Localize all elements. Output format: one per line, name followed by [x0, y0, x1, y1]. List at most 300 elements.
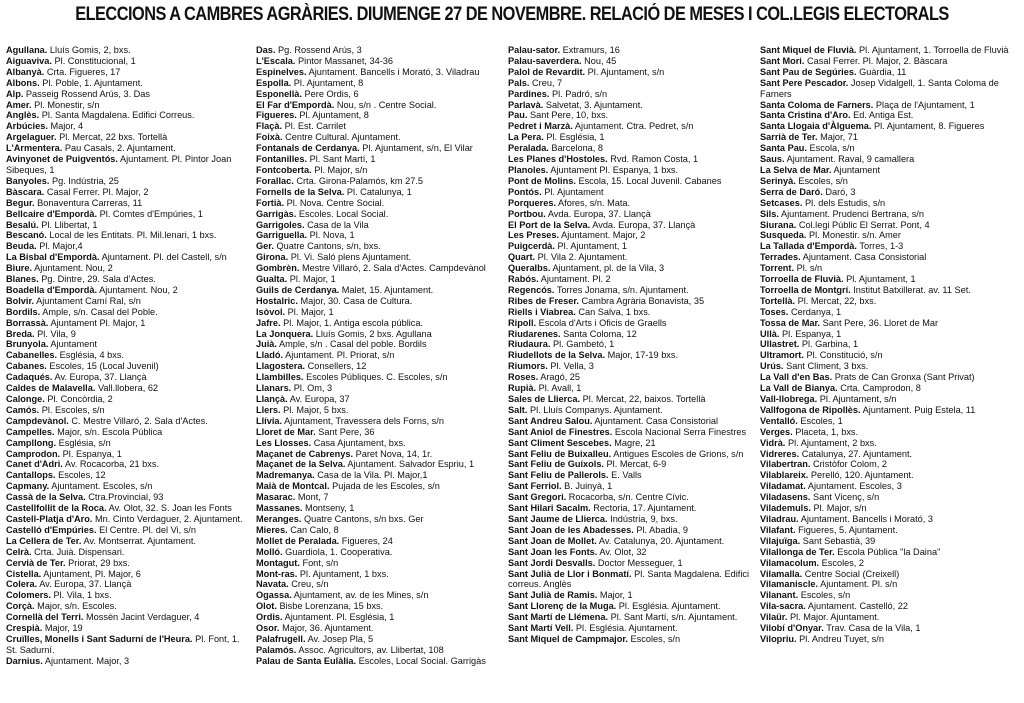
municipality-name: El Far d'Empordà. — [256, 99, 335, 110]
municipality-name: Sant Climent Sescebes. — [508, 437, 612, 448]
municipality-name: Maçanet de la Selva. — [256, 459, 346, 470]
municipality-name: Viladrau. — [760, 513, 799, 524]
polling-station-address: Pl. Gambetó, 1 — [552, 339, 615, 350]
polling-station-address: Pau Casals, 2. Ajuntament. — [64, 143, 176, 154]
listing-entry — [6, 558, 248, 569]
listing-entry — [6, 394, 248, 405]
polling-station-address: Pl. Constitució, s/n — [806, 350, 883, 361]
polling-station-address: Major, 71 — [820, 132, 858, 143]
listing-entry — [256, 656, 504, 667]
municipality-name: Juià. — [256, 339, 277, 350]
polling-station-address: Crta. Girona-Palamós, km 27.5 — [296, 175, 423, 186]
municipality-name: Cistella. — [6, 568, 42, 579]
polling-station-address: Escoles, 15 (Local Juvenil) — [49, 361, 159, 372]
polling-station-address: Institut Batxillerat. av. 11 Set. — [853, 284, 971, 295]
listing-entry — [760, 78, 1020, 100]
polling-station-address: Av. Rocacorba, 21 bxs. — [64, 459, 159, 470]
polling-station-address: Ajuntament. Raval, 9 camallera — [786, 154, 915, 165]
polling-station-address: Avda. Europa, 37. Llançà — [592, 219, 696, 230]
municipality-name: Albons. — [6, 77, 40, 88]
listing-entry — [256, 78, 504, 89]
municipality-name: Torroella de Fluvià. — [760, 274, 844, 285]
polling-station-address: Ajuntament Pl. Espanya, 1 bxs. — [550, 164, 679, 175]
municipality-name: Cabanes. — [6, 361, 47, 372]
listing-entry — [256, 121, 504, 132]
municipality-name: Puigcerdà. — [508, 241, 555, 252]
municipality-name: Vilanant. — [760, 590, 799, 601]
listing-entry — [6, 405, 248, 416]
municipality-name: Cantallops. — [6, 470, 56, 481]
listing-entry — [256, 230, 504, 241]
listing-entry — [256, 547, 504, 558]
municipality-name: Riudellots de la Selva. — [508, 350, 606, 361]
municipality-name: Planoles. — [508, 164, 549, 175]
polling-station-address: E. Valls — [611, 470, 642, 481]
municipality-name: Fornells de la Selva. — [256, 186, 345, 197]
municipality-name: Besalú. — [6, 219, 39, 230]
listing-entry — [256, 263, 504, 274]
polling-station-address: Pl. Mercat, 6-9 — [606, 459, 667, 470]
page-title: ELECCIONS A CAMBRES AGRÀRIES. DIUMENGE 27 DE NOVEMBRE. RELACIÓ DE MESES I COL.LEGIS ELECTORALS — [75, 4, 949, 25]
polling-station-address: Escoles, Local Social. Garrigàs — [358, 655, 486, 666]
listing-entry — [760, 67, 1020, 78]
listing-entry — [6, 536, 248, 547]
municipality-name: Camprodon. — [6, 448, 61, 459]
listing-entry — [6, 416, 248, 427]
polling-station-address: Crta. Camprodon, 8 — [840, 383, 921, 394]
polling-station-address: Av. Olot, 32. S. Joan les Fonts — [108, 503, 232, 514]
municipality-name: Colomers. — [6, 590, 51, 601]
column-1 — [6, 45, 248, 700]
municipality-name: Lladó. — [256, 350, 284, 361]
municipality-name: Sant Mori. — [760, 55, 805, 66]
polling-station-address: Ajuntament. Casa Consistorial — [594, 415, 719, 426]
polling-station-address: Ajuntament. Castelló, 22 — [807, 601, 908, 612]
polling-station-address: Doctor Messeguer, 1 — [597, 557, 683, 568]
polling-station-address: Guardiola, 1. Cooperativa. — [285, 546, 393, 557]
polling-station-address: Pl. Font, 1. St. Sadurní. — [6, 633, 240, 655]
listing-entry — [508, 285, 756, 296]
municipality-name: Sant Martí de Llémena. — [508, 612, 609, 623]
polling-station-address: Assoc. Agricultors, av. Llibertat, 108 — [298, 644, 444, 655]
municipality-name: La Vall d'en Bas. — [760, 372, 833, 383]
municipality-name: Vidrà. — [760, 437, 786, 448]
municipality-name: Argelaguer. — [6, 132, 57, 143]
polling-station-address: Ajuntament — [50, 339, 97, 350]
listing-entry — [508, 514, 756, 525]
polling-station-address: Rectoria, 17. Ajuntament. — [593, 503, 697, 514]
polling-station-address: Major, s/n. Escola Pública — [57, 426, 163, 437]
polling-station-address: Figueres, 24 — [341, 535, 393, 546]
polling-station-address: Escola Pública "la Daina" — [837, 546, 941, 557]
listing-entry — [508, 416, 756, 427]
listing-entry — [256, 612, 504, 623]
municipality-name: Ribes de Freser. — [508, 295, 579, 306]
listing-entry — [508, 612, 756, 623]
municipality-name: Ordis. — [256, 612, 283, 623]
polling-station-address: Centre Cultural. Ajuntament. — [285, 132, 401, 143]
listing-entry — [508, 372, 756, 383]
polling-station-address: Pl. Mercat, 22, baixos. Tortellà — [582, 394, 706, 404]
polling-station-address: Pl. Vila, 9 — [37, 328, 76, 339]
polling-station-address: Pl. Santa Magdalena. Edifici correus. Anglès — [508, 568, 750, 590]
municipality-name: Sant Llorenç de la Muga. — [508, 601, 617, 612]
municipality-name: Vallfogona de Ripollès. — [760, 404, 861, 415]
listing-entry — [760, 623, 1020, 634]
polling-station-address: Av. Montserrat. Ajuntament. — [83, 535, 196, 546]
municipality-name: Capmany. — [6, 481, 50, 492]
listing-entry — [256, 45, 504, 56]
municipality-name: Palol de Revardit. — [508, 66, 586, 77]
listing-entry — [760, 143, 1020, 154]
listing-entry — [6, 579, 248, 590]
listing-entry — [508, 383, 756, 394]
municipality-name: Viladasens. — [760, 492, 811, 503]
listing-entry — [256, 536, 504, 547]
polling-station-address: Escoles, 1 — [800, 415, 843, 426]
listing-entry — [508, 154, 756, 165]
municipality-name: Rabós. — [508, 274, 539, 285]
municipality-name: Vila-sacra. — [760, 601, 806, 612]
municipality-name: Llançà. — [256, 394, 288, 404]
polling-station-address: Ajuntament. Casa Consistorial — [802, 252, 927, 263]
municipality-name: Viladamat. — [760, 481, 806, 492]
polling-station-address: Av. Catalunya, 20. Ajuntament. — [598, 535, 725, 546]
listing-entry — [508, 165, 756, 176]
listing-entry — [256, 394, 504, 405]
polling-station-address: Aragó, 25 — [540, 372, 581, 383]
municipality-name: Garrigàs. — [256, 208, 297, 219]
listing-entry — [760, 590, 1020, 601]
polling-station-address: Pl. Ajuntament, 8 — [293, 77, 364, 88]
listing-entry — [256, 569, 504, 580]
listing-entry — [760, 110, 1020, 121]
polling-station-address: Pl. Major, 5 bxs. — [283, 404, 349, 415]
listing-entry — [760, 176, 1020, 187]
municipality-name: Calonge. — [6, 394, 45, 404]
polling-station-address: Pl. Sant Martí, 1 — [309, 154, 376, 165]
polling-station-address: Major, 4 — [50, 121, 84, 132]
polling-station-address: Pl. Ajuntament, 1 — [557, 241, 628, 252]
municipality-name: Pardines. — [508, 88, 550, 99]
listing-entry — [256, 329, 504, 340]
polling-station-address: Ajuntament. Salvador Espriu, 1 — [347, 459, 475, 470]
listing-entry — [508, 296, 756, 307]
polling-station-address: Pg. Rossend Arús, 3 — [277, 45, 362, 55]
municipality-name: Boadella d'Empordà. — [6, 284, 98, 295]
municipality-name: Sant Joan les Fonts. — [508, 546, 598, 557]
listing-entry — [760, 459, 1020, 470]
listing-entry — [6, 110, 248, 121]
listing-entry — [6, 569, 248, 580]
listing-entry — [760, 329, 1020, 340]
listing-entry — [760, 121, 1020, 132]
municipality-name: Breda. — [6, 328, 35, 339]
listing-entry — [760, 394, 1020, 405]
municipality-name: La Pera. — [508, 132, 544, 143]
polling-station-address: Placeta, 1, bxs. — [795, 426, 859, 437]
listing-entry — [760, 220, 1020, 231]
municipality-name: Pau. — [508, 110, 528, 121]
municipality-name: Vilamacolum. — [760, 557, 820, 568]
municipality-name: Caldes de Malavella. — [6, 383, 96, 394]
listing-entry — [508, 547, 756, 558]
municipality-name: Vilabertran. — [760, 459, 811, 470]
municipality-name: Fortià. — [256, 197, 285, 208]
listing-entry — [256, 492, 504, 503]
polling-station-address: Pl. Abadia, 9 — [636, 524, 688, 535]
listing-entry — [6, 187, 248, 198]
listing-entry — [6, 514, 248, 525]
polling-station-address: Barcelona, 8 — [551, 143, 604, 154]
municipality-name: Llívia. — [256, 415, 283, 426]
polling-station-address: Escoles, s/n — [798, 175, 848, 186]
municipality-name: La Bisbal d'Empordà. — [6, 252, 100, 263]
polling-station-address: Ajuntament, Travessera dels Forns, s/n — [284, 415, 444, 426]
municipality-name: Biure. — [6, 263, 33, 274]
municipality-name: Sant Jaume de Llierca. — [508, 513, 608, 524]
listing-entry — [256, 56, 504, 67]
polling-station-address: Pl. Nova. Centre Social. — [286, 197, 385, 208]
polling-station-address: Montseny, 1 — [305, 503, 355, 514]
municipality-name: Gombrèn. — [256, 263, 300, 274]
polling-station-address: Nou, 45 — [584, 55, 617, 66]
listing-entry — [6, 78, 248, 89]
municipality-name: Sant Gregori. — [508, 492, 567, 503]
polling-station-address: Av. Europa, 37. Llançà — [54, 372, 147, 383]
listing-entry — [256, 209, 504, 220]
municipality-name: Palau-saverdera. — [508, 55, 582, 66]
polling-station-address: Pl. Llibertat, 1 — [41, 219, 98, 230]
polling-station-address: Mn. Cinto Verdaguer, 2. Ajuntament. — [95, 513, 243, 524]
listing-entry — [6, 45, 248, 56]
polling-station-address: Salvetat, 3. Ajuntament. — [545, 99, 643, 110]
polling-station-address: Sant Climent, 3 bxs. — [786, 361, 869, 372]
municipality-name: Portbou. — [508, 208, 546, 219]
polling-station-address: Av. Europa, 37 — [289, 394, 350, 404]
polling-station-address: Rocacorba, s/n. Centre Cívic. — [568, 492, 689, 503]
listing-entry — [760, 165, 1020, 176]
municipality-name: Campelles. — [6, 426, 55, 437]
listing-entry — [508, 525, 756, 536]
polling-station-address: Escoles, 12 — [58, 470, 106, 481]
polling-station-address: Ajuntament Pl. Major, 1 — [50, 317, 146, 328]
listing-entry — [256, 590, 504, 601]
polling-station-address: Mestre Villaró, 2. Sala d'Actes. Campdevànol — [301, 263, 486, 274]
polling-station-address: Cambra Agrària Bonavista, 35 — [581, 295, 705, 306]
polling-station-address: Escola d'Arts i Oficis de Graells — [538, 317, 667, 328]
municipality-name: Riells i Viabrea. — [508, 306, 576, 317]
listing-entry — [6, 427, 248, 438]
municipality-name: Sant Feliu de Pallerols. — [508, 470, 609, 481]
listing-entry — [760, 252, 1020, 263]
listing-entry — [508, 67, 756, 78]
listing-entry — [256, 481, 504, 492]
municipality-name: Torrent. — [760, 263, 795, 274]
listing-entry — [6, 285, 248, 296]
municipality-name: Hostalric. — [256, 295, 298, 306]
municipality-name: Campdevànol. — [6, 415, 69, 426]
listing-entry — [6, 372, 248, 383]
polling-station-address: Cerdanya, 1 — [791, 306, 842, 317]
listing-entry — [6, 132, 248, 143]
municipality-name: Vilopriu. — [760, 633, 797, 644]
municipality-name: Fontanilles. — [256, 154, 308, 165]
polling-station-address: Perelló, 120. Ajuntament. — [810, 470, 914, 481]
municipality-name: Riudaura. — [508, 339, 551, 350]
municipality-name: Ger. — [256, 241, 274, 252]
polling-station-address: Pl. Om, 3 — [293, 383, 333, 394]
municipality-name: Bescanó. — [6, 230, 47, 241]
listing-entry — [760, 503, 1020, 514]
polling-station-address: Major, 1 — [599, 590, 633, 601]
polling-station-address: Pl. Major,4 — [39, 241, 83, 252]
polling-station-address: Major, 17-19 bxs. — [607, 350, 679, 361]
municipality-name: Serra de Daró. — [760, 186, 823, 197]
municipality-name: Olot. — [256, 601, 277, 612]
municipality-name: Regencós. — [508, 284, 555, 295]
listing-entry — [6, 503, 248, 514]
polling-station-address: Pl. Mercat, 22 bxs. Tortellà — [59, 132, 168, 143]
municipality-name: Salt. — [508, 404, 528, 415]
polling-station-address: Ajuntament. Nou, 2 — [99, 284, 178, 295]
listing-entry — [256, 383, 504, 394]
municipality-name: Riumors. — [508, 361, 548, 372]
municipality-name: Sales de Llierca. — [508, 394, 581, 404]
municipality-name: Vilamaniscle. — [760, 579, 819, 590]
polling-station-address: Pintor Massanet, 34-36 — [298, 55, 394, 66]
municipality-name: Masarac. — [256, 492, 296, 503]
municipality-name: Aiguaviva. — [6, 55, 52, 66]
listing-entry — [256, 601, 504, 612]
polling-station-address: Pl. Escoles, s/n — [41, 404, 105, 415]
municipality-name: Esponellà. — [256, 88, 302, 99]
municipality-name: Campllong. — [6, 437, 57, 448]
polling-station-address: Pl. Espanya, 1 — [62, 448, 122, 459]
polling-station-address: Ajuntament. Bancells i Morató, 3 — [800, 513, 933, 524]
polling-station-address: Mont, 7 — [297, 492, 329, 503]
municipality-name: Llagostera. — [256, 361, 306, 372]
polling-station-address: Pl. s/n — [796, 263, 823, 274]
listing-entry — [256, 132, 504, 143]
listing-entry — [508, 569, 756, 591]
polling-station-address: Local de les Entitats. Pl. Mil.lenari, 1 bxs. — [49, 230, 217, 241]
polling-station-address: Ajuntament. Escoles, 3 — [807, 481, 902, 492]
polling-station-address: Ajuntament. Nou, 2 — [34, 263, 113, 274]
polling-station-address: Pl. Poble, 1. Ajuntament. — [42, 77, 143, 88]
municipality-name: Cervià de Ter. — [6, 557, 66, 568]
municipality-name: La Cellera de Ter. — [6, 535, 82, 546]
municipality-name: Riudarenes. — [508, 328, 561, 339]
listing-entry — [256, 503, 504, 514]
polling-station-address: Ajuntament. Pl. Pintor Joan Sibeques, 1 — [6, 154, 232, 175]
municipality-name: Les Planes d'Hostoles. — [508, 154, 608, 165]
polling-station-address: Daró, 3 — [825, 186, 856, 197]
municipality-name: Tortellà. — [760, 295, 796, 306]
municipality-name: Albanyà. — [6, 66, 45, 77]
municipality-name: Vidreres. — [760, 448, 800, 459]
listing-entry — [256, 143, 504, 154]
municipality-name: Alp. — [6, 88, 24, 99]
polling-station-address: Can Calo, 8 — [290, 524, 339, 535]
municipality-name: Rupià. — [508, 383, 537, 394]
listing-entry — [256, 100, 504, 111]
municipality-name: Guils de Cerdanya. — [256, 284, 340, 295]
municipality-name: Vilademuls. — [760, 503, 811, 514]
municipality-name: La Vall de Bianya. — [760, 383, 838, 394]
polling-station-address: Casa de la Vila. Pl. Major,1 — [317, 470, 428, 481]
listing-entry — [256, 187, 504, 198]
municipality-name: Amer. — [6, 99, 32, 110]
municipality-name: Das. — [256, 45, 276, 55]
municipality-name: Les Llosses. — [256, 437, 312, 448]
polling-station-address: Paret Nova, 14, 1r. — [355, 448, 433, 459]
listing-entry — [6, 154, 248, 176]
municipality-name: Sant Aniol de Finestres. — [508, 426, 613, 437]
polling-station-address: Av. Olot, 32 — [599, 546, 647, 557]
polling-station-address: Església, s/n — [58, 437, 111, 448]
listing-entry — [760, 470, 1020, 481]
polling-station-address: Pl. Ajuntament, s/n — [587, 66, 665, 77]
polling-station-address: Pl. Concòrdia, 2 — [47, 394, 113, 404]
polling-station-address: Cristòfor Colom, 2 — [812, 459, 887, 470]
polling-station-address: Torres, 1-3 — [859, 241, 904, 252]
listing-entry — [508, 350, 756, 361]
listing-entry — [760, 372, 1020, 383]
municipality-name: Vilajuïga. — [760, 535, 801, 546]
listing-entry — [508, 230, 756, 241]
polling-station-address: Pl. Constitucional, 1 — [54, 55, 136, 66]
municipality-name: Navata. — [256, 579, 289, 590]
listing-entry — [508, 187, 756, 198]
listing-entry — [256, 449, 504, 460]
listing-entry — [256, 350, 504, 361]
municipality-name: Ultramort. — [760, 350, 804, 361]
municipality-name: Sant Hilari Sacalm. — [508, 503, 591, 514]
polling-station-address: Pl. Mercat, 22, bxs. — [797, 295, 877, 306]
listing-entry — [256, 645, 504, 656]
municipality-name: Toses. — [760, 306, 789, 317]
listing-entry — [6, 492, 248, 503]
polling-station-address: Pl. Nova, 1 — [309, 230, 355, 241]
polling-station-address: Torres Jonama, s/n. Ajuntament. — [556, 284, 689, 295]
municipality-name: Palau de Santa Eulàlia. — [256, 655, 357, 666]
polling-station-address: Escola Nacional Serra Finestres — [614, 426, 747, 437]
listing-entry — [256, 339, 504, 350]
listing-entry — [256, 220, 504, 231]
polling-station-address: Antigues Escoles de Grions, s/n — [613, 448, 744, 459]
polling-station-address: Ample, s/n. Casal del Poble. — [42, 306, 158, 317]
listing-entry — [760, 56, 1020, 67]
polling-station-address: Escoles, s/n — [800, 590, 851, 601]
listing-entry — [6, 339, 248, 350]
polling-station-address: Pl. Ajuntament — [544, 186, 604, 197]
municipality-name: Terrades. — [760, 252, 801, 263]
listing-entry — [760, 154, 1020, 165]
municipality-name: Corçà. — [6, 601, 35, 612]
polling-station-address: Prats de Can Gronxa (Sant Privat) — [834, 372, 975, 383]
polling-station-address: Creu, 7 — [532, 77, 563, 88]
listing-entry — [6, 383, 248, 394]
municipality-name: Sant Miquel de Campmajor. — [508, 633, 628, 644]
polling-station-address: Ajuntament Camí Ral, s/n — [36, 295, 141, 306]
polling-station-address: Ajuntament, Pl. Major, 6 — [43, 568, 141, 579]
municipality-name: Cruïlles, Monells i Sant Sadurní de l'Heura. — [6, 633, 193, 644]
municipality-name: Cassà de la Selva. — [6, 492, 86, 503]
polling-station-address: Quatre Cantons, s/n, bxs. — [276, 241, 381, 252]
polling-station-address: Pujada de les Escoles, s/n — [332, 481, 440, 492]
polling-station-address: Bonaventura Carreras, 11 — [37, 197, 143, 208]
